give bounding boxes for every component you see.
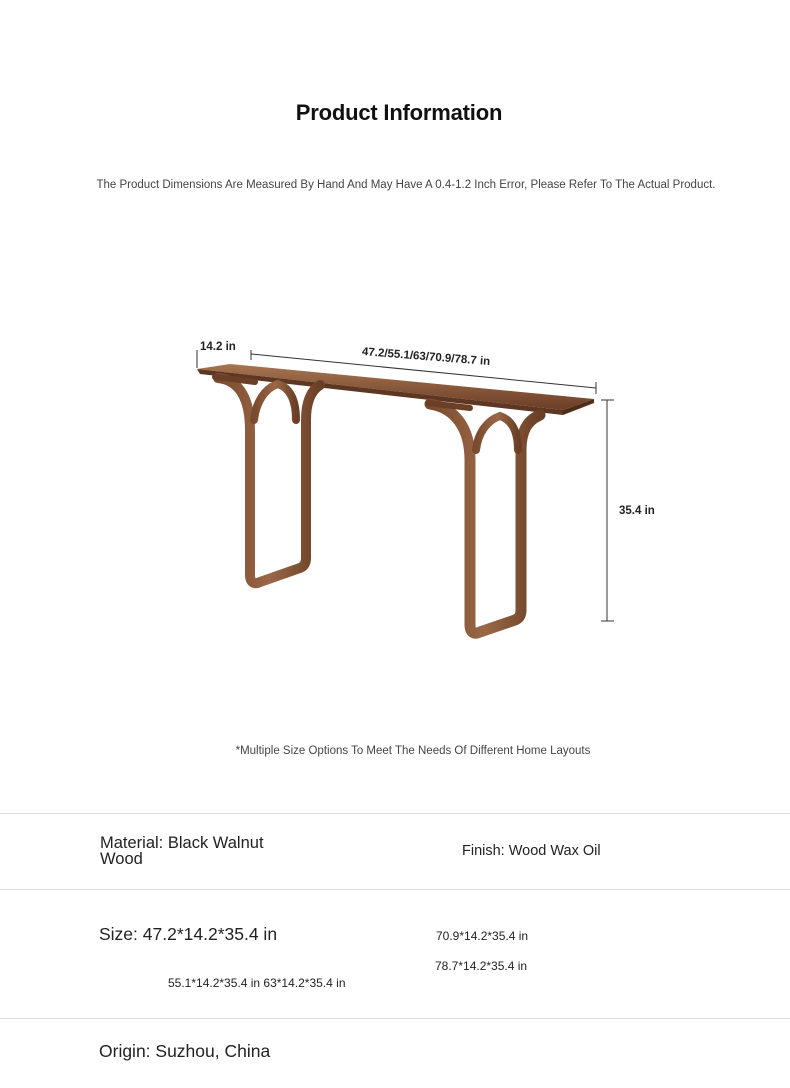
size-options-note: *Multiple Size Options To Meet The Needs Of Different Home Layouts (235, 745, 591, 757)
height-dimension-line (601, 400, 614, 621)
size-option-55-1-and-63: 55.1*14.2*35.4 in 63*14.2*35.4 in (168, 976, 346, 990)
material-spec: Material: Black Walnut Wood (100, 834, 264, 868)
right-leg (428, 403, 540, 633)
height-label: 35.4 in (619, 505, 655, 517)
origin-spec: Origin: Suzhou, China (99, 1041, 271, 1061)
page-title: Product Information (295, 100, 503, 125)
left-leg (215, 377, 320, 583)
divider (0, 889, 790, 890)
measurement-disclaimer: The Product Dimensions Are Measured By Hand And May Have A 0.4-1.2 Inch Error, Please Refer To The Actual Product. (96, 179, 716, 191)
product-figure (0, 320, 790, 660)
finish-spec: Finish: Wood Wax Oil (462, 843, 601, 859)
size-option-78-7: 78.7*14.2*35.4 in (435, 959, 528, 973)
size-option-70-9: 70.9*14.2*35.4 in (436, 929, 529, 943)
divider (0, 1018, 790, 1019)
length-label: 47.2/55.1/63/70.9/78.7 in (361, 346, 491, 369)
console-table-illustration (0, 320, 790, 660)
size-spec: Size: 47.2*14.2*35.4 in (99, 924, 278, 944)
divider (0, 813, 790, 814)
depth-label: 14.2 in (200, 341, 236, 353)
